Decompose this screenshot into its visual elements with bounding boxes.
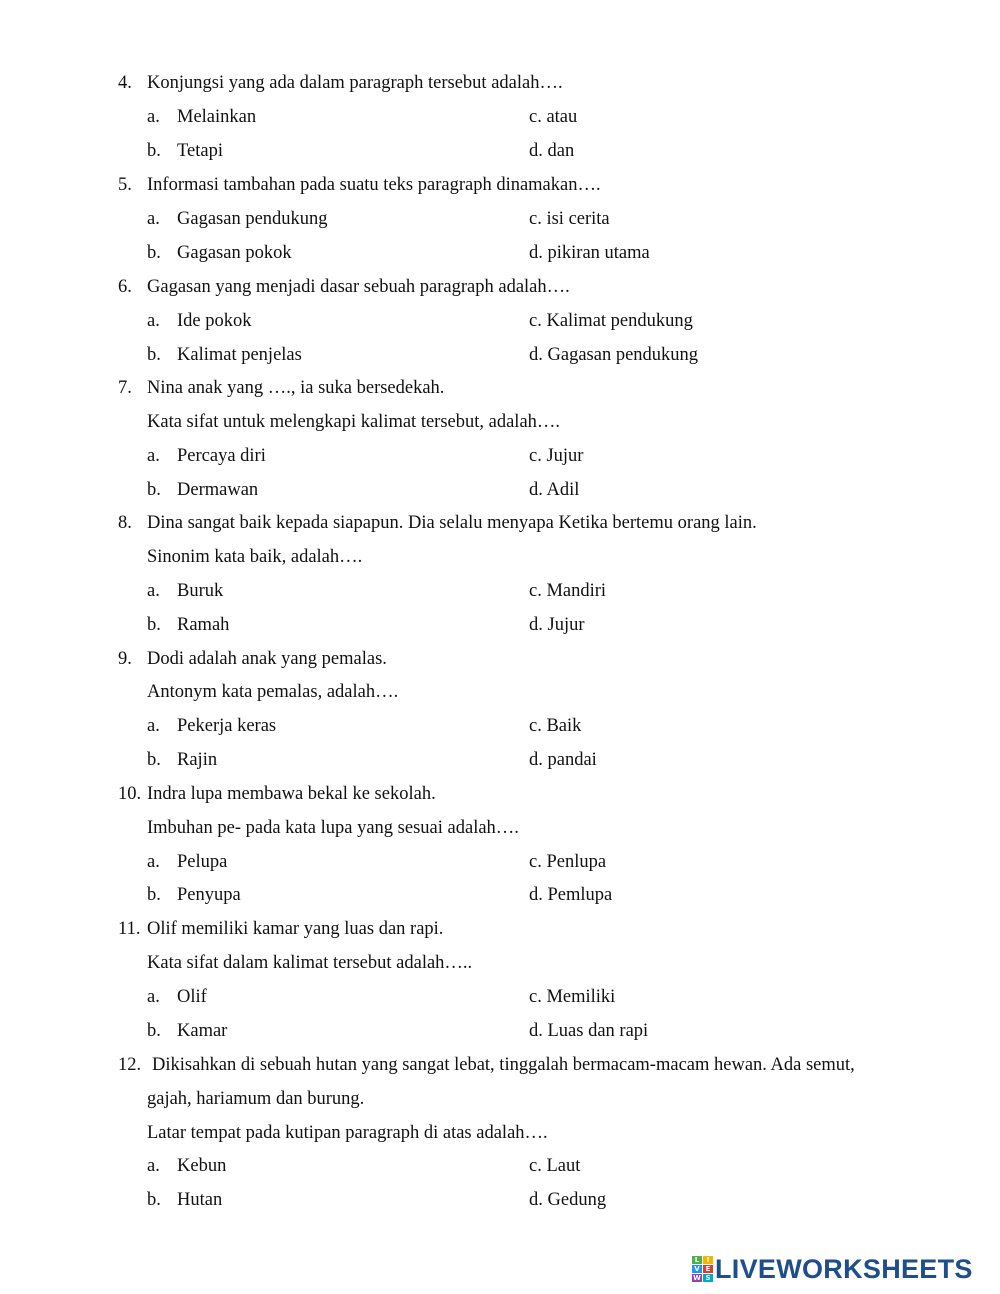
option-d: d. Gedung <box>529 1190 607 1210</box>
option-d: d. Gagasan pendukung <box>529 345 699 365</box>
option-letter: a. <box>147 987 160 1007</box>
logo-letter: W <box>693 1274 701 1282</box>
question-text: Nina anak yang …., ia suka bersedekah. <box>147 378 445 398</box>
option-c: c. isi cerita <box>529 209 610 229</box>
question-text: Imbuhan pe- pada kata lupa yang sesuai adalah…. <box>147 818 519 838</box>
question-text: Kata sifat untuk melengkapi kalimat tersebut, adalah…. <box>147 412 561 432</box>
option-letter: a. <box>147 107 160 127</box>
option-letter: a. <box>147 311 160 331</box>
option-b: Rajin <box>177 750 218 770</box>
option-letter: b. <box>147 615 161 635</box>
logo-letter: L <box>692 1256 702 1264</box>
question-number: 10. <box>118 784 142 804</box>
logo-letter: E <box>703 1265 713 1273</box>
option-b: Dermawan <box>177 480 259 500</box>
option-c: c. Baik <box>529 716 582 736</box>
option-a: Olif <box>177 987 207 1007</box>
question-text: Latar tempat pada kutipan paragraph di atas adalah…. <box>147 1123 548 1143</box>
logo-text: LIVEWORKSHEETS <box>715 1254 973 1284</box>
option-letter: b. <box>147 480 161 500</box>
option-letter: a. <box>147 446 160 466</box>
option-a: Pekerja keras <box>177 716 277 736</box>
question-text: Dina sangat baik kepada siapapun. Dia selalu menyapa Ketika bertemu orang lain. <box>147 513 757 533</box>
question-number: 7. <box>118 378 132 398</box>
option-letter: a. <box>147 1156 160 1176</box>
question-number: 4. <box>118 73 132 93</box>
option-c: c. Mandiri <box>529 581 607 601</box>
option-a: Ide pokok <box>177 311 252 331</box>
option-b: Kamar <box>177 1021 228 1041</box>
option-letter: a. <box>147 716 160 736</box>
option-b: Tetapi <box>177 141 223 161</box>
question-number: 6. <box>118 277 132 297</box>
option-letter: b. <box>147 1021 161 1041</box>
question-text: Gagasan yang menjadi dasar sebuah paragraph adalah…. <box>147 277 570 297</box>
question-number: 8. <box>118 513 132 533</box>
option-d: d. Pemlupa <box>529 885 613 905</box>
option-letter: b. <box>147 750 161 770</box>
option-letter: b. <box>147 885 161 905</box>
question-number: 5. <box>118 175 132 195</box>
option-a: Gagasan pendukung <box>177 209 328 229</box>
question-text: Informasi tambahan pada suatu teks paragraph dinamakan…. <box>147 175 601 195</box>
question-number: 9. <box>118 649 132 669</box>
option-a: Percaya diri <box>177 446 266 466</box>
option-d: d. Adil <box>529 480 580 500</box>
option-b: Ramah <box>177 615 230 635</box>
option-c: c. Penlupa <box>529 852 607 872</box>
option-b: Penyupa <box>177 885 241 905</box>
option-letter: a. <box>147 581 160 601</box>
option-b: Hutan <box>177 1190 223 1210</box>
option-c: c. Memiliki <box>529 987 616 1007</box>
option-letter: b. <box>147 345 161 365</box>
question-text: Antonym kata pemalas, adalah…. <box>147 682 399 702</box>
question-text: Dodi adalah anak yang pemalas. <box>147 649 387 669</box>
option-c: c. Laut <box>529 1156 581 1176</box>
option-d: d. pikiran utama <box>529 243 650 263</box>
option-b: Kalimat penjelas <box>177 345 302 365</box>
option-d: d. Jujur <box>529 615 585 635</box>
question-text: Kata sifat dalam kalimat tersebut adalah….. <box>147 953 473 973</box>
option-a: Melainkan <box>177 107 257 127</box>
option-letter: b. <box>147 243 161 263</box>
logo-letter: V <box>692 1265 702 1273</box>
option-b: Gagasan pokok <box>177 243 292 263</box>
option-c: c. atau <box>529 107 578 127</box>
question-number: 11. <box>118 919 141 939</box>
option-a: Buruk <box>177 581 224 601</box>
option-a: Kebun <box>177 1156 227 1176</box>
option-d: d. Luas dan rapi <box>529 1021 649 1041</box>
question-text: gajah, hariamum dan burung. <box>147 1089 365 1109</box>
option-letter: b. <box>147 141 161 161</box>
liveworksheets-logo <box>692 1254 973 1284</box>
option-c: c. Jujur <box>529 446 584 466</box>
option-letter: a. <box>147 852 160 872</box>
option-d: d. pandai <box>529 750 597 770</box>
option-letter: a. <box>147 209 160 229</box>
question-text: Dikisahkan di sebuah hutan yang sangat lebat, tinggalah bermacam-macam hewan. Ada semut, <box>152 1055 855 1075</box>
question-text: Indra lupa membawa bekal ke sekolah. <box>147 784 436 804</box>
question-text: Sinonim kata baik, adalah…. <box>147 547 363 567</box>
question-text: Konjungsi yang ada dalam paragraph tersebut adalah…. <box>147 73 563 93</box>
logo-letter: S <box>703 1274 713 1282</box>
option-letter: b. <box>147 1190 161 1210</box>
option-d: d. dan <box>529 141 575 161</box>
question-number: 12. <box>118 1055 142 1075</box>
question-text: Olif memiliki kamar yang luas dan rapi. <box>147 919 444 939</box>
option-a: Pelupa <box>177 852 228 872</box>
liveworksheets-icon <box>692 1256 712 1282</box>
logo-letter: I <box>703 1256 713 1264</box>
option-c: c. Kalimat pendukung <box>529 311 693 331</box>
